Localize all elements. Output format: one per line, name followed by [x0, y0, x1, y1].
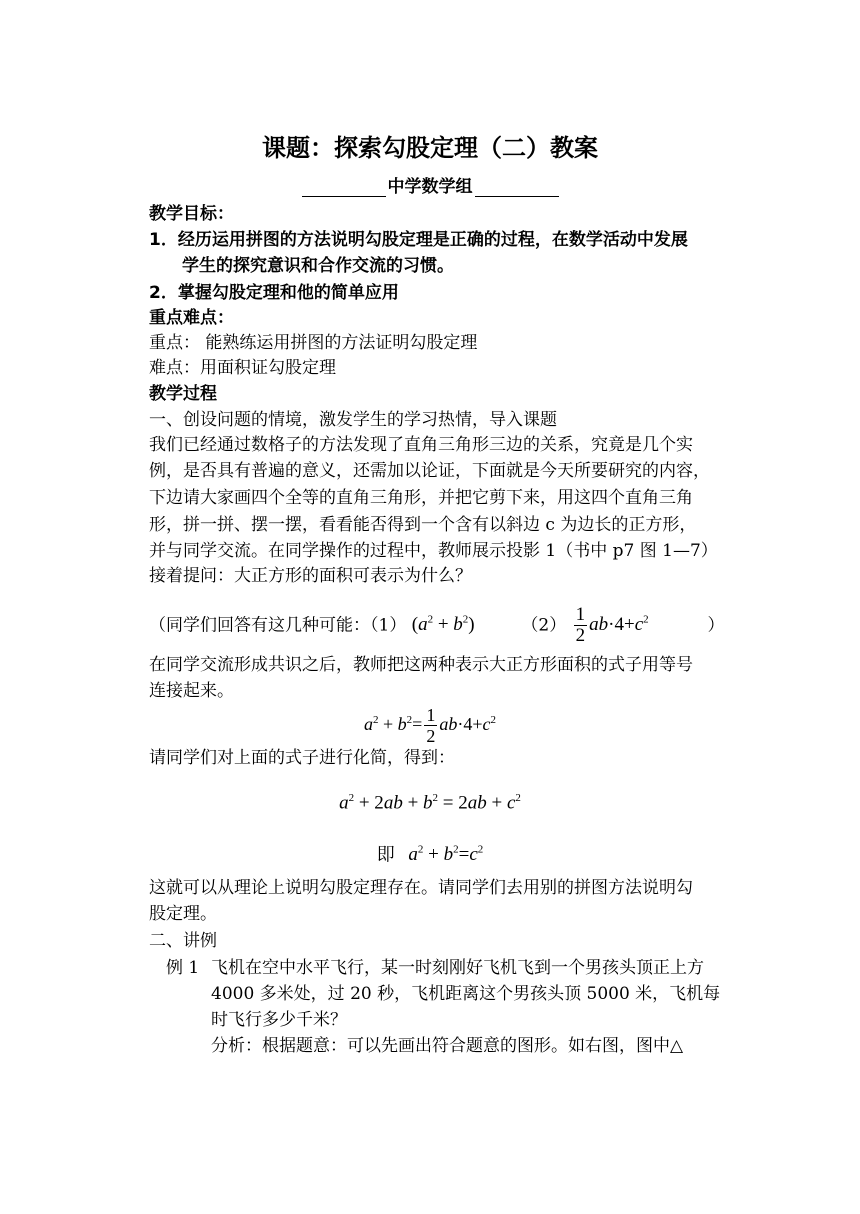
- equation-conclusion: 即 $a^2 + b^2=c^2$: [376, 844, 484, 866]
- after-answers-line-2: 连接起来。: [149, 681, 234, 701]
- objective-1-line-2: 学生的探究意识和合作交流的习惯。: [182, 256, 454, 276]
- section1-line-5: 并与同学交流。在同学操作的过程中，教师展示投影 1（书中 p7 图 1—7）: [149, 541, 718, 561]
- answers-suffix: ）: [707, 615, 725, 636]
- objective-2-line-1: 掌握勾股定理和他的简单应用: [177, 283, 399, 303]
- example1-line-1: 飞机在空中水平飞行，某一时刻刚好飞机飞到一个男孩头顶正上方: [211, 958, 704, 978]
- section2-title: 二、讲例: [149, 931, 217, 951]
- section1-line-3: 下边请大家画四个全等的直角三角形，并把它剪下来，用这四个直角三角: [149, 488, 693, 508]
- section1-line-4: 形，拼一拼、摆一摆，看看能否得到一个含有以斜边 c 为边长的正方形，: [149, 515, 697, 535]
- section1-line-6: 接着提问：大正方形的面积可表示为什么？: [149, 566, 472, 586]
- process-heading: 教学过程: [149, 384, 217, 404]
- formula-triangle-area: $\frac{1}{2}$ $ab\cdot 4+c^2$: [575, 604, 649, 647]
- objective-2: [149, 280, 399, 306]
- objective-1-number: 1．: [149, 230, 178, 250]
- formula-sum-of-squares: $(a^2 + b^2)$: [411, 614, 475, 636]
- example1-line-2: 4000 多米处，过 20 秒，飞机距离这个男孩头顶 5000 米，飞机每: [211, 984, 721, 1004]
- objectives-heading: 教学目标：: [149, 204, 234, 224]
- objective-1: [149, 227, 688, 253]
- example1-label: 例 1: [166, 958, 200, 978]
- section1-title: 一、创设问题的情境，激发学生的学习热情，导入课题: [149, 410, 557, 430]
- equation-expanded: $a^2 + 2ab + b^2 = 2ab + c^2$: [339, 792, 521, 814]
- keypoints-heading: 重点难点：: [149, 308, 234, 328]
- document-title: 课题：探索勾股定理（二）教案: [262, 134, 598, 162]
- key-point: 重点： 能熟练运用拼图的方法证明勾股定理: [149, 333, 478, 353]
- after-answers-line-1: 在同学交流形成共识之后，教师把这两种表示大正方形面积的式子用等号: [149, 655, 693, 675]
- ji-label: 即: [376, 844, 395, 866]
- answers-line: [149, 596, 725, 647]
- answers-prefix: （同学们回答有这几种可能：（1）: [149, 615, 407, 636]
- equation-area-equality: $a^2 + b^2=$ $\frac{1}{2}$ $ab\cdot 4+c^2$: [364, 705, 496, 747]
- objective-1-line-1: 经历运用拼图的方法说明勾股定理是正确的过程，在数学活动中发展: [177, 230, 688, 250]
- example1-line-3: 时飞行多少千米？: [211, 1010, 347, 1030]
- subtitle-text: 中学数学组: [387, 177, 473, 197]
- document-subtitle: [0, 172, 860, 197]
- example1-line-4: 分析：根据题意：可以先画出符合题意的图形。如右图，图中△: [211, 1036, 684, 1056]
- conclusion-line-1: 这就可以从理论上说明勾股定理存在。请同学们去用别的拼图方法说明勾: [149, 878, 693, 898]
- answers-part2-label: （2）: [521, 615, 567, 636]
- section1-line-2: 例，是否具有普遍的意义，还需加以论证，下面就是今天所要研究的内容，: [149, 461, 710, 481]
- blank-line-right: [475, 178, 559, 197]
- conclusion-line-2: 股定理。: [149, 904, 217, 924]
- objective-2-number: 2．: [149, 283, 178, 303]
- simplify-prompt: 请同学们对上面的式子进行化简，得到：: [149, 748, 455, 768]
- section1-line-1: 我们已经通过数格子的方法发现了直角三角形三边的关系，究竟是几个实: [149, 435, 693, 455]
- blank-line-left: [302, 178, 386, 197]
- difficult-point: 难点：用面积证勾股定理: [149, 358, 336, 378]
